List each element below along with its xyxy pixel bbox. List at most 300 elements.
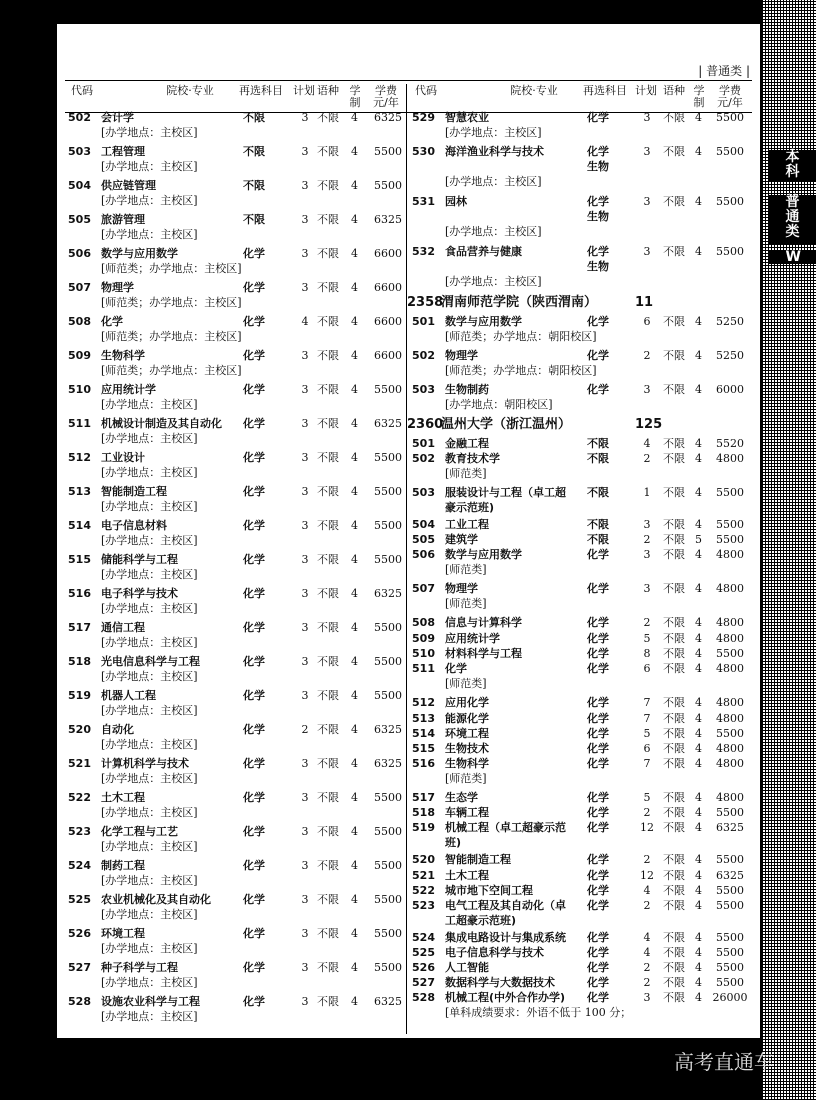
header-fee-1: 学费 — [719, 84, 741, 97]
program-code: 512 — [68, 451, 91, 464]
program-note: [办学地点：主校区] — [101, 704, 198, 717]
subject-requirement: 化学 — [587, 991, 609, 1004]
plan-count: 2 — [643, 533, 651, 546]
language: 不限 — [663, 991, 685, 1004]
plan-count: 7 — [643, 712, 651, 725]
program-name: 机器人工程 — [101, 689, 156, 702]
program-note: 工超豪示范班) — [445, 914, 517, 927]
plan-count: 3 — [643, 383, 651, 396]
right-column — [409, 84, 754, 1020]
program-note: [办学地点：主校区] — [101, 160, 198, 173]
list-item — [65, 722, 405, 756]
plan-count: 2 — [643, 961, 651, 974]
tuition-fee: 5250 — [716, 349, 744, 362]
plan-count: 3 — [301, 621, 309, 634]
language: 不限 — [663, 899, 685, 912]
program-note: [办学地点：主校区] — [101, 738, 198, 751]
program-code: 524 — [68, 859, 91, 872]
tuition-fee: 4800 — [716, 757, 744, 770]
plan-count: 3 — [301, 587, 309, 600]
plan-count: 2 — [643, 452, 651, 465]
subject-requirement: 化学 — [587, 315, 609, 328]
program-code: 517 — [412, 791, 435, 804]
subject-requirement: 化学 — [587, 245, 609, 258]
tuition-fee: 5500 — [374, 519, 402, 532]
plan-count: 6 — [643, 742, 651, 755]
plan-count: 3 — [301, 791, 309, 804]
program-note: [办学地点：主校区] — [101, 942, 198, 955]
program-code: 504 — [412, 518, 435, 531]
header-name: 院校·专业 — [510, 84, 558, 97]
program-note: [师范类；办学地点：主校区] — [101, 262, 242, 275]
language: 不限 — [317, 519, 339, 532]
years: 4 — [695, 853, 702, 866]
plan-count: 3 — [301, 247, 309, 260]
tuition-fee: 4800 — [716, 616, 744, 629]
plan-count: 3 — [643, 111, 651, 124]
tuition-fee: 5500 — [716, 486, 744, 499]
program-code: 503 — [68, 145, 91, 158]
years: 4 — [695, 727, 702, 740]
list-item — [409, 990, 754, 1020]
subject-requirement: 化学 — [587, 616, 609, 629]
language: 不限 — [317, 995, 339, 1008]
program-code: 514 — [68, 519, 91, 532]
subject-requirement: 化学 — [587, 869, 609, 882]
program-note: [办学地点：主校区] — [101, 670, 198, 683]
language: 不限 — [663, 195, 685, 208]
years: 4 — [695, 315, 702, 328]
program-code: 510 — [412, 647, 435, 660]
plan-count: 4 — [643, 946, 651, 959]
tuition-fee: 4800 — [716, 632, 744, 645]
tuition-fee: 4800 — [716, 582, 744, 595]
language: 不限 — [663, 548, 685, 561]
plan-count: 3 — [301, 893, 309, 906]
language: 不限 — [317, 621, 339, 634]
program-note: [师范类] — [445, 677, 487, 690]
list-item — [65, 178, 405, 212]
program-note: [师范类；办学地点：朝阳校区] — [445, 330, 597, 343]
program-name: 种子科学与工程 — [101, 961, 178, 974]
subject-requirement: 化学 — [243, 757, 265, 770]
program-code: 530 — [412, 145, 435, 158]
years: 4 — [351, 417, 358, 430]
years: 4 — [351, 655, 358, 668]
years: 4 — [695, 582, 702, 595]
list-item — [409, 930, 754, 945]
subject-requirement: 化学 — [587, 632, 609, 645]
program-note: [办学地点：主校区] — [101, 500, 198, 513]
years: 4 — [695, 869, 702, 882]
left-column — [65, 84, 405, 1028]
top-rule — [65, 80, 752, 81]
plan-count: 7 — [643, 757, 651, 770]
years: 4 — [351, 689, 358, 702]
program-name: 建筑学 — [445, 533, 478, 546]
list-item — [409, 741, 754, 756]
program-code: 506 — [68, 247, 91, 260]
program-code: 508 — [412, 616, 435, 629]
tuition-fee: 6325 — [374, 587, 402, 600]
language: 不限 — [317, 859, 339, 872]
years: 4 — [351, 179, 358, 192]
school-header — [409, 416, 754, 436]
header-name: 院校·专业 — [166, 84, 214, 97]
school-plan: 11 — [635, 295, 654, 310]
program-note: [办学地点：主校区] — [101, 228, 198, 241]
tuition-fee: 6000 — [716, 383, 744, 396]
plan-count: 3 — [301, 417, 309, 430]
program-note: [办学地点：主校区] — [101, 908, 198, 921]
list-item — [65, 144, 405, 178]
plan-count: 3 — [643, 245, 651, 258]
years: 4 — [351, 587, 358, 600]
years: 4 — [351, 281, 358, 294]
program-code: 525 — [412, 946, 435, 959]
language: 不限 — [663, 946, 685, 959]
header-years-2: 制 — [693, 96, 705, 109]
subject-requirement: 化学 — [587, 884, 609, 897]
program-code: 510 — [68, 383, 91, 396]
years: 4 — [351, 145, 358, 158]
list-item — [65, 348, 405, 382]
program-note: [师范类；办学地点：主校区] — [101, 330, 242, 343]
subject-requirement: 化学 — [243, 281, 265, 294]
list-item — [65, 416, 405, 450]
years: 4 — [695, 383, 702, 396]
program-name: 机械设计制造及其自动化 — [101, 417, 222, 430]
tuition-fee: 4800 — [716, 662, 744, 675]
program-name: 农业机械化及其自动化 — [101, 893, 211, 906]
program-code: 502 — [412, 349, 435, 362]
header-lang: 语种 — [317, 84, 339, 97]
list-item — [65, 824, 405, 858]
program-name: 电子信息科学与技术 — [445, 946, 544, 959]
program-code: 520 — [68, 723, 91, 736]
years: 4 — [351, 621, 358, 634]
subject-requirement: 化学 — [587, 791, 609, 804]
tuition-fee: 5500 — [374, 179, 402, 192]
language: 不限 — [317, 927, 339, 940]
language: 不限 — [317, 383, 339, 396]
subject-requirement: 化学 — [587, 757, 609, 770]
program-name: 生物科学 — [101, 349, 145, 362]
years: 4 — [695, 791, 702, 804]
years: 4 — [351, 825, 358, 838]
program-name: 工业设计 — [101, 451, 145, 464]
list-item — [65, 688, 405, 722]
language: 不限 — [663, 383, 685, 396]
tuition-fee: 5500 — [716, 853, 744, 866]
list-item — [409, 517, 754, 532]
tuition-fee: 4800 — [716, 712, 744, 725]
program-code: 514 — [412, 727, 435, 740]
header-years-2: 制 — [349, 96, 361, 109]
language: 不限 — [663, 315, 685, 328]
language: 不限 — [663, 696, 685, 709]
language: 不限 — [663, 582, 685, 595]
list-item — [409, 485, 754, 517]
program-note: [办学地点：主校区] — [101, 772, 198, 785]
list-item — [65, 212, 405, 246]
years: 4 — [695, 712, 702, 725]
program-note: 豪示范班) — [445, 501, 495, 514]
tuition-fee: 5500 — [374, 383, 402, 396]
list-item — [65, 926, 405, 960]
program-name: 土木工程 — [445, 869, 489, 882]
header-years — [348, 85, 362, 109]
language: 不限 — [663, 486, 685, 499]
plan-count: 3 — [301, 111, 309, 124]
header-code: 代码 — [71, 84, 93, 97]
program-note: [师范类] — [445, 467, 487, 480]
list-item — [65, 246, 405, 280]
program-code: 509 — [412, 632, 435, 645]
subject-requirement: 化学 — [243, 859, 265, 872]
plan-count: 3 — [643, 518, 651, 531]
program-code: 523 — [412, 899, 435, 912]
list-item — [409, 661, 754, 695]
program-code: 526 — [412, 961, 435, 974]
subject-requirement: 化学 — [243, 689, 265, 702]
subject-requirement: 化学 — [587, 821, 609, 834]
program-name: 智能制造工程 — [445, 853, 511, 866]
subject-requirement: 化学 — [587, 662, 609, 675]
plan-count: 3 — [301, 451, 309, 464]
years: 4 — [351, 859, 358, 872]
program-code: 516 — [412, 757, 435, 770]
tuition-fee: 26000 — [712, 991, 748, 1004]
list-item — [409, 615, 754, 631]
subject-requirement: 化学 — [587, 727, 609, 740]
tuition-fee: 5500 — [374, 485, 402, 498]
list-item — [409, 314, 754, 348]
tuition-fee: 6325 — [716, 821, 744, 834]
plan-count: 3 — [301, 349, 309, 362]
tuition-fee: 5500 — [716, 647, 744, 660]
language: 不限 — [317, 723, 339, 736]
language: 不限 — [317, 961, 339, 974]
plan-count: 7 — [643, 696, 651, 709]
tuition-fee: 6325 — [374, 757, 402, 770]
list-item — [409, 436, 754, 451]
program-code: 508 — [68, 315, 91, 328]
language: 不限 — [663, 647, 685, 660]
years: 4 — [695, 245, 702, 258]
years: 4 — [695, 961, 702, 974]
program-code: 513 — [412, 712, 435, 725]
list-item — [409, 820, 754, 852]
years: 4 — [351, 519, 358, 532]
plan-count: 2 — [643, 853, 651, 866]
language: 不限 — [663, 806, 685, 819]
tuition-fee: 5500 — [716, 961, 744, 974]
list-item — [65, 790, 405, 824]
list-item — [409, 945, 754, 960]
subject-requirement: 化学 — [243, 893, 265, 906]
subject-requirement: 不限 — [587, 486, 609, 499]
program-code: 528 — [68, 995, 91, 1008]
program-name: 电气工程及其自动化（卓 — [445, 899, 566, 912]
program-name: 园林 — [445, 195, 467, 208]
program-name: 设施农业科学与工程 — [101, 995, 200, 1008]
language: 不限 — [663, 961, 685, 974]
program-code: 527 — [412, 976, 435, 989]
years: 4 — [351, 485, 358, 498]
program-code: 511 — [412, 662, 435, 675]
subject-requirement-2: 生物 — [587, 160, 609, 173]
program-code: 517 — [68, 621, 91, 634]
subject-requirement: 化学 — [587, 548, 609, 561]
tuition-fee: 5500 — [374, 859, 402, 872]
program-code: 507 — [68, 281, 91, 294]
subject-requirement: 化学 — [587, 853, 609, 866]
program-name: 生物科学 — [445, 757, 489, 770]
language: 不限 — [663, 712, 685, 725]
tuition-fee: 5500 — [716, 533, 744, 546]
program-name: 供应链管理 — [101, 179, 156, 192]
plan-count: 3 — [301, 961, 309, 974]
years: 4 — [351, 757, 358, 770]
header-fee-1: 学费 — [375, 84, 397, 97]
program-name: 人工智能 — [445, 961, 489, 974]
list-item — [65, 382, 405, 416]
language: 不限 — [317, 111, 339, 124]
years: 5 — [695, 533, 702, 546]
plan-count: 3 — [301, 825, 309, 838]
side-tab-2 — [768, 250, 816, 264]
years: 4 — [351, 111, 358, 124]
list-item — [65, 892, 405, 926]
language: 不限 — [317, 791, 339, 804]
list-item — [409, 348, 754, 382]
years: 4 — [351, 213, 358, 226]
program-note: [师范类；办学地点：主校区] — [101, 364, 242, 377]
program-name: 制药工程 — [101, 859, 145, 872]
program-name: 数学与应用数学 — [445, 548, 522, 561]
list-item — [409, 695, 754, 711]
program-name: 数学与应用数学 — [445, 315, 522, 328]
subject-requirement: 化学 — [243, 621, 265, 634]
language: 不限 — [663, 533, 685, 546]
program-name: 生物技术 — [445, 742, 489, 755]
tuition-fee: 5500 — [716, 946, 744, 959]
subject-requirement-2: 生物 — [587, 210, 609, 223]
program-note: [办学地点：主校区] — [445, 275, 542, 288]
language: 不限 — [317, 145, 339, 158]
program-name: 智慧农业 — [445, 111, 489, 124]
subject-requirement: 化学 — [587, 931, 609, 944]
years: 4 — [695, 696, 702, 709]
list-item — [65, 586, 405, 620]
list-item — [65, 756, 405, 790]
tuition-fee: 6325 — [374, 213, 402, 226]
watermark: 高考直通车 — [674, 1050, 774, 1074]
program-name: 教育技术学 — [445, 452, 500, 465]
program-name: 物理学 — [445, 349, 478, 362]
plan-count: 3 — [301, 179, 309, 192]
language: 不限 — [663, 791, 685, 804]
tuition-fee: 4800 — [716, 742, 744, 755]
language: 不限 — [317, 485, 339, 498]
list-item — [409, 852, 754, 868]
header-years-1: 学 — [693, 84, 705, 97]
list-item — [409, 975, 754, 990]
plan-count: 3 — [301, 757, 309, 770]
school-code: 2360 — [407, 417, 444, 432]
language: 不限 — [317, 825, 339, 838]
tuition-fee: 6325 — [716, 869, 744, 882]
program-note: [办学地点：主校区] — [101, 602, 198, 615]
language: 不限 — [663, 111, 685, 124]
tuition-fee: 6325 — [374, 995, 402, 1008]
subject-requirement: 不限 — [587, 533, 609, 546]
language: 不限 — [663, 757, 685, 770]
header-fee — [365, 85, 407, 109]
plan-count: 6 — [643, 315, 651, 328]
program-note: [办学地点：主校区] — [101, 432, 198, 445]
school-code: 2358 — [407, 295, 444, 310]
language: 不限 — [317, 893, 339, 906]
language: 不限 — [317, 451, 339, 464]
header-fee — [709, 85, 751, 109]
subject-requirement: 化学 — [243, 553, 265, 566]
program-code: 518 — [412, 806, 435, 819]
program-code: 511 — [68, 417, 91, 430]
language: 不限 — [663, 437, 685, 450]
plan-count: 3 — [643, 548, 651, 561]
plan-count: 4 — [643, 931, 651, 944]
program-name: 物理学 — [445, 582, 478, 595]
language: 不限 — [317, 179, 339, 192]
program-code: 524 — [412, 931, 435, 944]
program-code: 526 — [68, 927, 91, 940]
tuition-fee: 5500 — [374, 825, 402, 838]
program-name: 工程管理 — [101, 145, 145, 158]
plan-count: 3 — [643, 991, 651, 1004]
school-plan: 125 — [635, 417, 663, 432]
tuition-fee: 5500 — [716, 111, 744, 124]
school-header — [409, 294, 754, 314]
program-name: 自动化 — [101, 723, 134, 736]
program-note: [师范类] — [445, 563, 487, 576]
program-code: 522 — [412, 884, 435, 897]
tuition-fee: 5500 — [374, 961, 402, 974]
subject-requirement: 化学 — [243, 927, 265, 940]
program-name: 集成电路设计与集成系统 — [445, 931, 566, 944]
subject-requirement: 化学 — [587, 111, 609, 124]
years: 4 — [351, 315, 358, 328]
years: 4 — [695, 976, 702, 989]
program-name: 化学 — [101, 315, 123, 328]
list-item — [409, 790, 754, 805]
program-code: 509 — [68, 349, 91, 362]
program-name: 能源化学 — [445, 712, 489, 725]
tuition-fee: 5500 — [374, 791, 402, 804]
subject-requirement: 化学 — [243, 417, 265, 430]
program-note: [办学地点：主校区] — [101, 398, 198, 411]
language: 不限 — [663, 632, 685, 645]
language: 不限 — [663, 145, 685, 158]
language: 不限 — [663, 821, 685, 834]
list-item — [65, 518, 405, 552]
subject-requirement: 化学 — [587, 712, 609, 725]
years: 4 — [695, 486, 702, 499]
list-item — [409, 711, 754, 726]
years: 4 — [351, 553, 358, 566]
years: 4 — [695, 662, 702, 675]
